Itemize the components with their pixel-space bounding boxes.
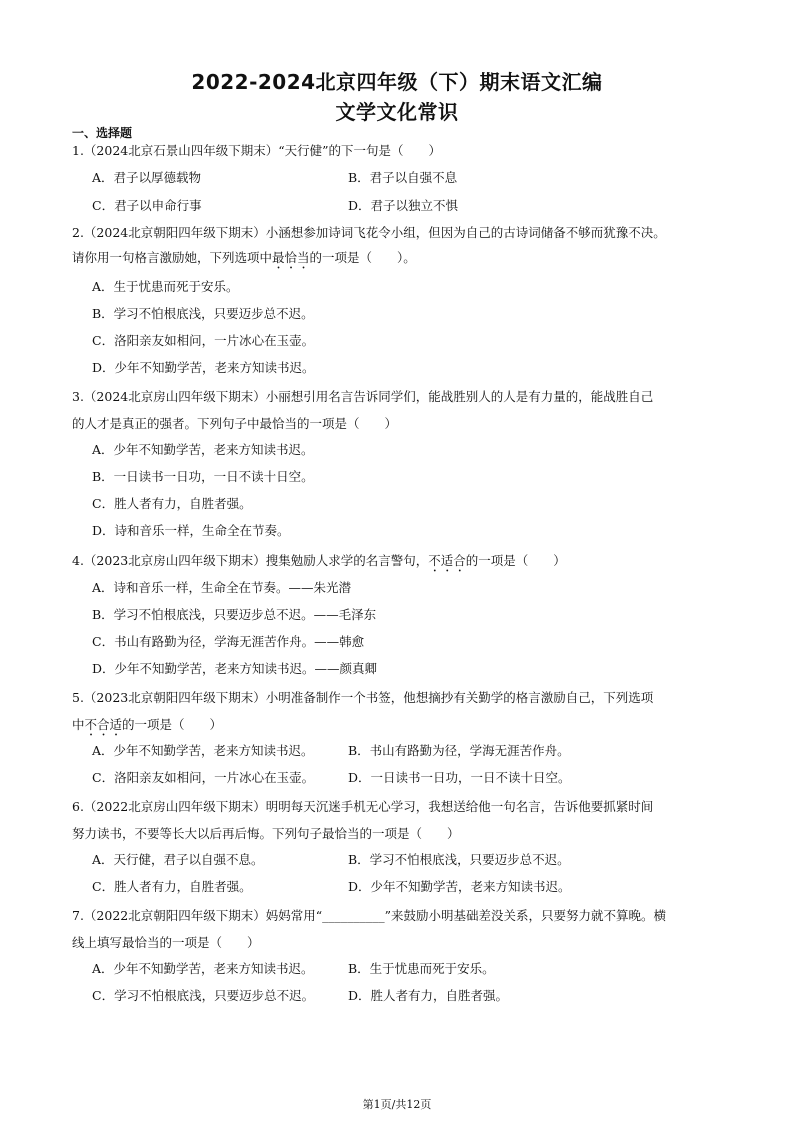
question-2-stem-line2: 请你用一句格言激励她，下列选项中最恰当的一项是（ ）。 [72,250,416,265]
question-4-option-d: D．少年不知勤学苦，老来方知读书迟。——颜真卿 [92,661,378,676]
question-5-stem-line1: 5.（2023北京朝阳四年级下期末）小明准备制作一个书签，他想摘抄有关勤学的格言激励自己，下列选项 [72,690,654,705]
question-7-stem-line2: 线上填写最恰当的一项是（ ） [72,935,260,950]
emphasis-text: 不合适 [84,717,123,732]
document-subtitle: 文学文化常识 [335,100,459,124]
question-7-option-d: D．胜人者有力，自胜者强。 [348,988,509,1003]
question-2-option-b: B．学习不怕根底浅，只要迈步总不迟。 [92,306,314,321]
question-6-option-c: C．胜人者有力，自胜者强。 [92,879,252,894]
question-1-stem: 1.（2024北京石景山四年级下期末）“天行健”的下一句是（ ） [72,143,442,158]
question-6-option-a: A．天行健，君子以自强不息。 [92,852,264,867]
question-6-option-d: D．少年不知勤学苦，老来方知读书迟。 [348,879,571,894]
question-7-option-c: C．学习不怕根底浅，只要迈步总不迟。 [92,988,315,1003]
question-6-stem-line1: 6.（2022北京房山四年级下期末）明明每天沉迷手机无心学习，我想送给他一句名言，告诉他要抓紧时间 [72,799,654,814]
question-5-option-b: B．书山有路勤为径，学海无涯苦作舟。 [348,743,570,758]
question-3-stem-line1: 3.（2024北京房山四年级下期末）小丽想引用名言告诉同学们，能战胜别人的人是有力量的，能战胜自己 [72,389,654,404]
question-6-stem-line2: 努力读书，不要等长大以后再后悔。下列句子最恰当的一项是（ ） [72,826,460,841]
question-5-option-a: A．少年不知勤学苦，老来方知读书迟。 [92,743,314,758]
question-1-option-b: B．君子以自强不息 [348,170,458,185]
question-6-option-b: B．学习不怕根底浅，只要迈步总不迟。 [348,852,570,867]
question-1-option-a: A．君子以厚德载物 [92,170,202,185]
question-7-option-b: B．生于忧患而死于安乐。 [348,961,495,976]
question-2-option-a: A．生于忧患而死于安乐。 [92,279,239,294]
question-3-option-d: D．诗和音乐一样，生命全在节奏。 [92,523,290,538]
document-title: 2022-2024北京四年级（下）期末语文汇编 [191,70,603,94]
question-4-stem: 4.（2023北京房山四年级下期末）搜集勉励人求学的名言警句，不适合的一项是（ ） [72,553,566,568]
question-4-option-b: B．学习不怕根底浅，只要迈步总不迟。——毛泽东 [92,607,377,622]
question-2-option-c: C．洛阳亲友如相问，一片冰心在玉壶。 [92,333,315,348]
question-5-option-d: D．一日读书一日功，一日不读十日空。 [348,770,571,785]
question-2-option-d: D．少年不知勤学苦，老来方知读书迟。 [92,360,315,375]
section-heading: 一、选择题 [72,126,133,140]
question-2-stem-line1: 2.（2024北京朝阳四年级下期末）小涵想参加诗词飞花令小组，但因为自己的古诗词储备不够而犹豫不决。 [72,225,666,240]
question-5-option-c: C．洛阳亲友如相问，一片冰心在玉壶。 [92,770,315,785]
question-3-stem-line2: 的人才是真正的强者。下列句子中最恰当的一项是（ ） [72,416,398,431]
emphasis-text: 最恰当 [272,250,310,265]
question-4-option-c: C．书山有路勤为径，学海无涯苦作舟。——韩愈 [92,634,365,649]
question-5-stem-line2: 中不合适的一项是（ ） [72,717,223,732]
emphasis-text: 不适合 [428,553,466,568]
question-7-stem-line1: 7.（2022北京朝阳四年级下期末）妈妈常用“__________”来鼓励小明基础差没关系，只要努力就不算晚。横 [72,908,667,923]
question-3-option-a: A．少年不知勤学苦，老来方知读书迟。 [92,442,314,457]
question-3-option-c: C．胜人者有力，自胜者强。 [92,496,252,511]
question-7-option-a: A．少年不知勤学苦，老来方知读书迟。 [92,961,314,976]
question-1-option-c: C．君子以申命行事 [92,198,202,213]
question-3-option-b: B．一日读书一日功，一日不读十日空。 [92,469,314,484]
page-footer: 第1页/共12页 [362,1098,432,1111]
question-1-option-d: D．君子以独立不惧 [348,198,459,213]
question-4-option-a: A．诗和音乐一样，生命全在节奏。——朱光潜 [92,580,352,595]
